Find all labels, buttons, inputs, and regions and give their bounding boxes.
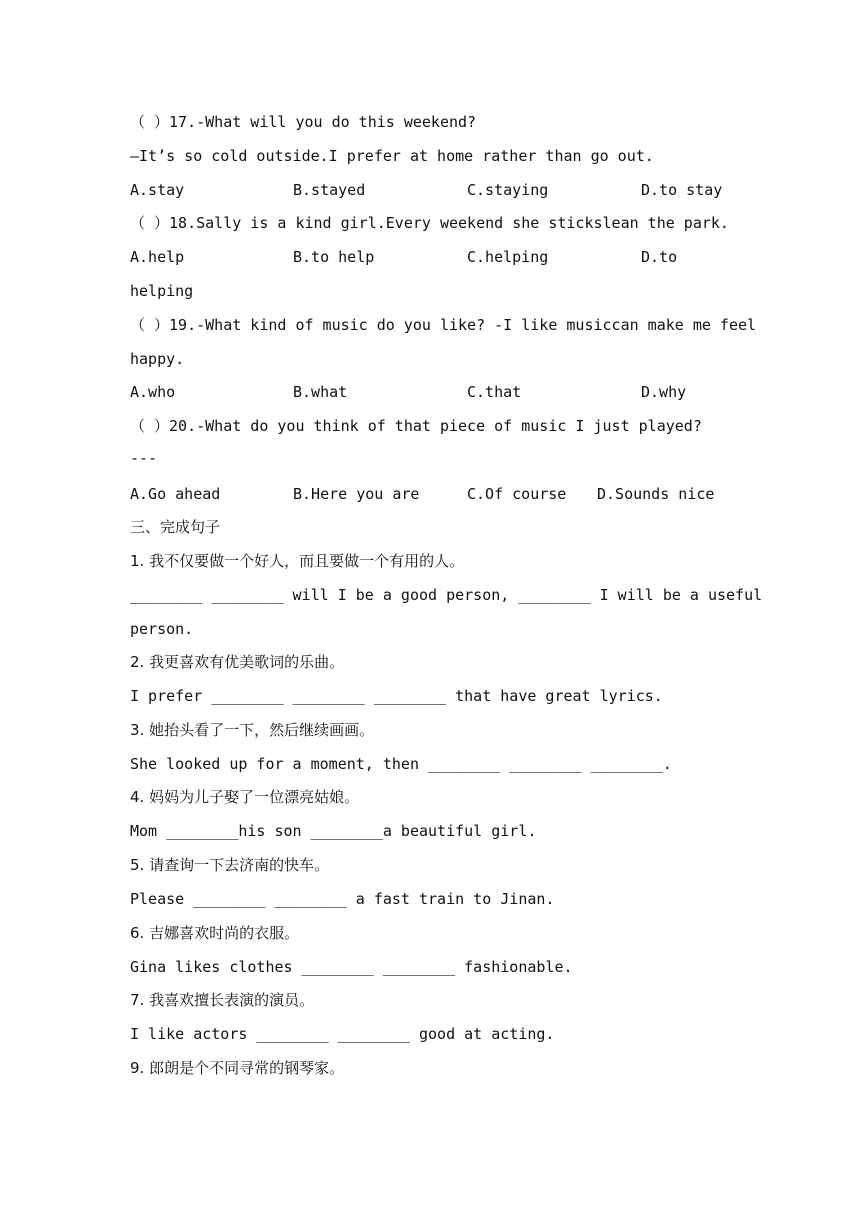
question-18-stem: （ ）18.Sally is a kind girl.Every weekend she stickslean the park.	[130, 214, 729, 232]
question-19-stem-wrap: happy.	[130, 350, 185, 368]
sentence-3-chinese: 3. 她抬头看了一下，然后继续画画。	[130, 721, 375, 739]
question-17-dialogue: —It’s so cold outside.I prefer at home rather than go out.	[130, 147, 654, 165]
question-18-option-b: B.to help	[293, 248, 375, 266]
sentence-5-english: Please ________ ________ a fast train to Jinan.	[130, 890, 555, 908]
sentence-7-english: I like actors ________ ________ good at acting.	[130, 1025, 555, 1043]
sentence-1-english-wrap: person.	[130, 620, 194, 638]
question-17-option-c: C.staying	[467, 181, 549, 199]
question-18-option-d-wrap: helping	[130, 282, 194, 300]
question-20-option-a: A.Go ahead	[130, 485, 221, 503]
question-19-option-b: B.what	[293, 383, 348, 401]
question-18-option-c: C.helping	[467, 248, 549, 266]
question-17-option-b: B.stayed	[293, 181, 366, 199]
sentence-4-chinese: 4. 妈妈为儿子娶了一位漂亮姑娘。	[130, 788, 360, 806]
sentence-7-chinese: 7. 我喜欢擅长表演的演员。	[130, 991, 315, 1009]
sentence-9-chinese: 9. 郎朗是个不同寻常的钢琴家。	[130, 1059, 345, 1077]
question-19-option-d: D.why	[641, 383, 687, 401]
sentence-2-chinese: 2. 我更喜欢有优美歌词的乐曲。	[130, 653, 345, 671]
question-19-option-c: C.that	[467, 383, 522, 401]
sentence-6-english: Gina likes clothes ________ ________ fashionable.	[130, 958, 573, 976]
sentence-6-chinese: 6. 吉娜喜欢时尚的衣服。	[130, 924, 300, 942]
sentence-1-chinese: 1. 我不仅要做一个好人，而且要做一个有用的人。	[130, 552, 465, 570]
section-title: 三、完成句子	[130, 518, 221, 536]
question-18-option-d: D.to	[641, 248, 678, 266]
sentence-1-english: ________ ________ will I be a good person, ________ I will be a useful	[130, 586, 763, 604]
sentence-5-chinese: 5. 请查询一下去济南的快车。	[130, 856, 330, 874]
sentence-3-english: She looked up for a moment, then ________ ________ ________.	[130, 755, 672, 773]
sentence-4-english: Mom ________his son ________a beautiful girl.	[130, 822, 537, 840]
question-20-option-d: D.Sounds nice	[597, 485, 715, 503]
question-17-stem: （ ）17.-What will you do this weekend?	[130, 113, 477, 131]
question-17-option-d: D.to stay	[641, 181, 723, 199]
question-19-option-a: A.who	[130, 383, 176, 401]
question-20-option-c: C.Of course	[467, 485, 567, 503]
question-18-option-a: A.help	[130, 248, 185, 266]
sentence-2-english: I prefer ________ ________ ________ that have great lyrics.	[130, 687, 663, 705]
question-19-stem: （ ）19.-What kind of music do you like? -I like musiccan make me feel	[130, 316, 757, 334]
question-20-dialogue: ---	[130, 449, 158, 467]
question-17-option-a: A.stay	[130, 181, 185, 199]
question-20-option-b: B.Here you are	[293, 485, 420, 503]
question-20-stem: （ ）20.-What do you think of that piece of music I just played?	[130, 417, 702, 435]
